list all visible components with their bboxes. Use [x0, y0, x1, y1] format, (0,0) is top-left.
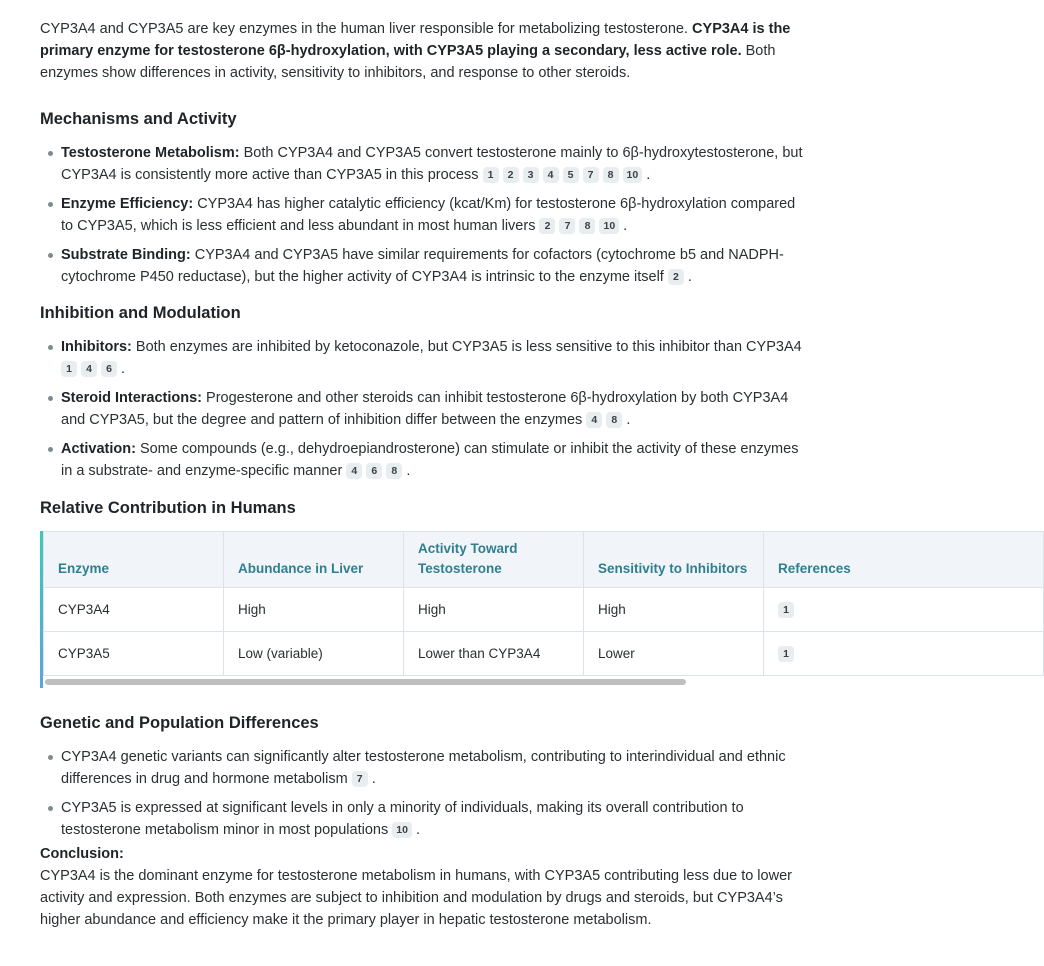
list-item-text: CYP3A4 genetic variants can significantly alter testosterone metabolism, contributing to interindividual and ethnic differences in drug and hormone metabolism: [61, 749, 786, 787]
table-cell: Lower than CYP3A4: [404, 632, 584, 676]
citation-badge[interactable]: 10: [599, 218, 619, 234]
list-item: CYP3A4 genetic variants can significantly alter testosterone metabolism, contributing to interindividual and ethnic differences in drug and hormone metabolism 7 .: [61, 746, 811, 790]
citation-badge[interactable]: 5: [563, 167, 579, 183]
list-item-label: Testosterone Metabolism:: [61, 145, 240, 161]
list-item-text: Both enzymes are inhibited by ketoconazole, but CYP3A5 is less sensitive to this inhibitor than CYP3A4: [131, 339, 802, 355]
list-item-text: Progesterone and other steroids can inhibit testosterone 6β-hydroxylation by both CYP3A4 and CYP3A5, but the degree and pattern of inhibition differ between the enzymes: [61, 390, 789, 428]
conclusion-heading: Conclusion:: [40, 846, 124, 862]
citation-badge[interactable]: 4: [346, 463, 362, 479]
citation-badge[interactable]: 6: [101, 361, 117, 377]
table-row: [44, 632, 1044, 676]
list-item-text: CYP3A4 has higher catalytic efficiency (kcat/Km) for testosterone 6β-hydroxylation compared to CYP3A5, which is less efficient and less abundant in most human livers: [61, 196, 796, 234]
citation-badge[interactable]: 10: [392, 822, 412, 838]
list-item-text: Some compounds (e.g., dehydroepiandrosterone) can stimulate or inhibit the activity of these enzymes in a substrate- and enzyme-specific manner: [61, 441, 799, 479]
intro-text: CYP3A4 and CYP3A5 are key enzymes in the human liver responsible for metabolizing testosterone.: [40, 21, 693, 37]
intro-text-end: Both enzymes show differences in activity, sensitivity to inhibitors, and response to other steroids.: [40, 43, 776, 81]
section-title-inhibition: Inhibition and Modulation: [40, 304, 241, 322]
contribution-table-container[interactable]: [40, 531, 851, 688]
table-header-cell: Enzyme: [44, 532, 224, 588]
conclusion-paragraph: CYP3A4 is the dominant enzyme for testosterone metabolism in humans, with CYP3A5 contributing less due to lower activity and expression. Both enzymes are subject to inhibition and modulation by drugs and steroids, but CYP3A4’s higher abundance and efficiency make it the primary player in hepatic testosterone metabolism.: [40, 868, 792, 928]
list-item: Substrate Binding: CYP3A4 and CYP3A5 have similar requirements for cofactors (cytochrome b5 and NADPH-cytochrome P450 reductase), but the higher activity of CYP3A4 is intrinsic to the enzyme itself 2 .: [61, 244, 811, 288]
inhibition-list: [40, 336, 811, 482]
contribution-table: [43, 531, 1044, 676]
citation-badge[interactable]: 2: [539, 218, 555, 234]
table-cell: High: [224, 588, 404, 632]
citation-badge[interactable]: 8: [386, 463, 402, 479]
citation-badge[interactable]: 8: [579, 218, 595, 234]
list-item: CYP3A5 is expressed at significant levels in only a minority of individuals, making its overall contribution to testosterone metabolism minor in most populations 10 .: [61, 797, 811, 841]
table-cell: Lower: [584, 632, 764, 676]
table-header-cell: Abundance in Liver: [224, 532, 404, 588]
citation-badge[interactable]: 1: [778, 646, 794, 662]
list-item-label: Steroid Interactions:: [61, 390, 202, 406]
list-item: Inhibitors: Both enzymes are inhibited by ketoconazole, but CYP3A5 is less sensitive to this inhibitor than CYP3A4 1 4 6 .: [61, 336, 811, 380]
citation-badge[interactable]: 8: [603, 167, 619, 183]
list-item: Testosterone Metabolism: Both CYP3A4 and CYP3A5 convert testosterone mainly to 6β-hydroxytestosterone, but CYP3A4 is consistently more active than CYP3A5 in this process 1 2 3 4 5 7 8 10 .: [61, 142, 811, 186]
citation-badge[interactable]: 3: [523, 167, 539, 183]
intro-paragraph: [40, 18, 811, 84]
citation-badge[interactable]: 8: [606, 412, 622, 428]
section-title-genetic: Genetic and Population Differences: [40, 714, 319, 732]
table-header-cell: Activity Toward Testosterone: [404, 532, 584, 588]
intro-bold-text: CYP3A4 is the primary enzyme for testosterone 6β-hydroxylation, with CYP3A5 playing a secondary, less active role.: [40, 21, 791, 59]
table-cell-references: [764, 588, 1044, 632]
table-row: [44, 588, 1044, 632]
list-item-label: Inhibitors:: [61, 339, 132, 355]
list-item-text: Both CYP3A4 and CYP3A5 convert testosterone mainly to 6β-hydroxytestosterone, but CYP3A4 is consistently more active than CYP3A5 in this process: [61, 145, 803, 183]
section-title-contribution: Relative Contribution in Humans: [40, 499, 296, 517]
citation-badge[interactable]: 4: [81, 361, 97, 377]
citation-badge[interactable]: 7: [583, 167, 599, 183]
citation-badge[interactable]: 2: [503, 167, 519, 183]
citation-badge[interactable]: 4: [543, 167, 559, 183]
mechanisms-list: [40, 142, 811, 288]
table-header-row: [44, 532, 1044, 588]
section-title-mechanisms: Mechanisms and Activity: [40, 110, 237, 128]
citation-badge[interactable]: 1: [483, 167, 499, 183]
list-item: Enzyme Efficiency: CYP3A4 has higher catalytic efficiency (kcat/Km) for testosterone 6β-hydroxylation compared to CYP3A5, which is less efficient and less abundant in most human livers 2 7 8 10 .: [61, 193, 811, 237]
citation-badge[interactable]: 2: [668, 269, 684, 285]
table-horizontal-scrollbar[interactable]: [45, 679, 686, 685]
citation-badge[interactable]: 10: [623, 167, 643, 183]
genetic-list: [40, 746, 811, 841]
list-item-label: Activation:: [61, 441, 136, 457]
citation-badge[interactable]: 6: [366, 463, 382, 479]
citation-badge[interactable]: 1: [61, 361, 77, 377]
table-cell: CYP3A5: [44, 632, 224, 676]
citation-badge[interactable]: 1: [778, 602, 794, 618]
citation-badge[interactable]: 7: [559, 218, 575, 234]
list-item: Steroid Interactions: Progesterone and other steroids can inhibit testosterone 6β-hydroxylation by both CYP3A4 and CYP3A5, but the degree and pattern of inhibition differ between the enzymes 4 8 .: [61, 387, 811, 431]
table-cell: High: [584, 588, 764, 632]
table-cell: High: [404, 588, 584, 632]
list-item: Activation: Some compounds (e.g., dehydroepiandrosterone) can stimulate or inhibit the activity of these enzymes in a substrate- and enzyme-specific manner 4 6 8 .: [61, 438, 811, 482]
citation-badge[interactable]: 4: [586, 412, 602, 428]
table-cell: CYP3A4: [44, 588, 224, 632]
list-item-text: CYP3A5 is expressed at significant levels in only a minority of individuals, making its overall contribution to testosterone metabolism minor in most populations: [61, 800, 744, 838]
list-item-text: CYP3A4 and CYP3A5 have similar requirements for cofactors (cytochrome b5 and NADPH-cytochrome P450 reductase), but the higher activity of CYP3A4 is intrinsic to the enzyme itself: [61, 247, 784, 285]
conclusion-label: [40, 843, 811, 865]
table-header-cell: References: [764, 532, 1044, 588]
table-cell: Low (variable): [224, 632, 404, 676]
table-header-cell: Sensitivity to Inhibitors: [584, 532, 764, 588]
list-item-label: Substrate Binding:: [61, 247, 191, 263]
citation-badge[interactable]: 7: [352, 771, 368, 787]
list-item-label: Enzyme Efficiency:: [61, 196, 194, 212]
table-cell-references: [764, 632, 1044, 676]
